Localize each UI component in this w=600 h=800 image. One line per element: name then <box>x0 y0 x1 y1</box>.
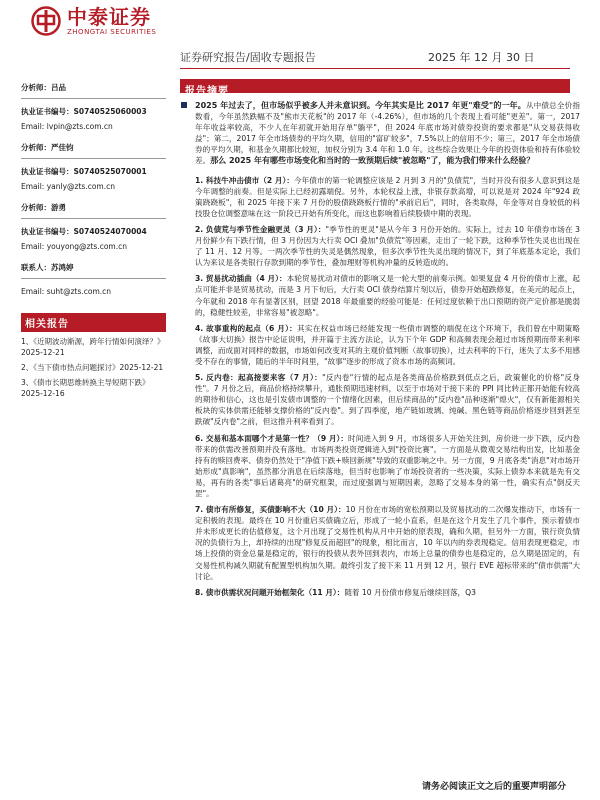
analyst-email[interactable]: youyong@zts.com.cn <box>46 242 128 251</box>
section-header <box>180 79 570 97</box>
item-heading: 4. 故事重构的起点（6 月）： <box>195 323 298 333</box>
header-divider <box>180 68 570 69</box>
related-report-link[interactable]: 1、《近期波动渐源，跨年行情如何演绎？》2025-12-21 <box>21 337 165 357</box>
section-title: 报告摘要 <box>185 86 229 97</box>
disclaimer-footer: 请务必阅读正文之后的重要声明部分 <box>421 782 566 792</box>
contact-label: 联系人： <box>21 263 51 272</box>
cert-label: 执业证书编号： <box>21 107 74 116</box>
divider <box>21 98 166 99</box>
item-heading: 2. 负债荒与季节性金融更灵（3 月）： <box>195 224 326 234</box>
divider <box>21 158 166 159</box>
analyst-label: 分析师： <box>21 143 51 152</box>
cert-label: 执业证书编号： <box>21 167 74 176</box>
analyst-name: 严佳钧 <box>51 143 74 152</box>
lead-question: 那么 2025 年有哪些市场变化和当时的一致预期后续"被忽略"了，能为我们带来什么经验？ <box>210 156 535 166</box>
related-report-link[interactable]: 2、《当下债市热点问题探讨》2025-12-21 <box>21 363 164 372</box>
report-type: 证券研究报告/固收专题报告 <box>180 51 316 64</box>
list-item <box>180 224 580 268</box>
item-text: 其实在权益市场已经能发现一些债市调整的端倪在这个环境下，我们曾在中期策略《故事大切换》报告中论证说明，并开篇于主流方法论，认为下个年 GDP 和高频表现会超过市场预期而带来利率调整，而成面对同样的数据，市场如何改变对其的主观价值判断（故事切换），过去利率的下行，迷失了太多不用感受不存在的事情，随后的半年时间里，"故事"逐步的形成了资本市场的高频词。 <box>195 323 580 366</box>
divider <box>21 278 166 279</box>
report-header <box>180 49 535 65</box>
brand-name-cn: 中泰证券 <box>67 5 151 29</box>
list-item <box>180 273 580 317</box>
analyst-name: 吕品 <box>51 83 66 92</box>
item-text: 随着 10 月份债市修复后继续回落，Q3 <box>344 587 476 597</box>
analyst-name: 游勇 <box>51 203 66 212</box>
cert-number: S0740524070004 <box>73 227 147 236</box>
item-text: 时间进入到 9 月，市场很多人开始关注到，房价进一步下跌，反内卷带来的供需改善预期并没有落地。市场两类投资逻辑进入到"投资比赛"。一方面是从微观交易结构出发，比如基金持有的赎回费率、债券仍然处于"净值下跌+赎回新规"导致的双重影响之中。另一方面，9 月底各类"消息"对市场开始形成"真影响"，虽然都分消息在后续落地，但当时也影响了市场投资者的一些决策，实际上债券本来就是先有交易，再有的各类"事后诸葛亮"的研究框架，而过度强调与短期因素，忽略了交易本身的第一性，确实有点"倒反天罡"。 <box>195 433 581 498</box>
related-reports-title: 相关报告 <box>21 313 166 332</box>
sidebar <box>21 80 166 399</box>
analyst-block <box>21 80 166 299</box>
item-heading: 1. 科技牛冲击债市（2 月）： <box>195 175 294 185</box>
cert-number: S0740525070001 <box>73 167 147 176</box>
analyst-label: 分析师： <box>21 83 51 92</box>
lead-bold: 2025 年过去了，但市场似乎被多人并未意识到。今年其实是比 2017 年更"难受"的一年。 <box>195 101 526 110</box>
brand-logo <box>31 6 156 36</box>
zhongtai-logo-icon <box>31 6 61 36</box>
item-text: 本轮贸易扰动对债市的影响又是一轮大型的前奏示例。如果复盘 4 月份的债市上涨，起点可能并非是贸易扰动，而是 3 月下旬后，大行卖 OCI 债券结算片刻以后，债券开始超跌修复，在美元的起点上，今年就和 2018 年有显著区别，回望 2018 年最重要的经验可能是：任何过度依赖于出口预期的资产定价都是脆弱的，稳健性较差，非常容易"被忽略"。 <box>195 274 580 317</box>
list-item <box>180 175 580 219</box>
list-item <box>180 504 580 582</box>
list-item <box>180 433 580 500</box>
item-heading: 5. 反内卷：起高接要来客（7 月）： <box>195 373 323 383</box>
lead-paragraph <box>180 100 580 167</box>
email-label: Email: <box>21 287 45 296</box>
item-text: 今年债市的第一轮调整应该是 2 月到 3 月的"负债荒"，当时开没有很多人意识到这是今年调整的前奏。但是实际上已经初露端倪。另外，本轮权益上涨，非银存款高增，可以说是对 2024 年"924 政策跷跷板"，和 2025 年接下来 7 月份的股债跷跷板行情的"承前启后"，同时，各类取得，年金等对自身较低的科技股仓位调整意味在这一阶段已开始有所变化，而这也影响着后续股债中期的表现。 <box>195 175 580 218</box>
cert-number: S0740525060003 <box>73 107 147 116</box>
email-label: Email: <box>21 122 45 131</box>
divider <box>21 218 166 219</box>
item-heading: 8. 债市供需状况问题开始框架化（11 月）： <box>195 587 345 597</box>
email-label: Email: <box>21 182 45 191</box>
item-heading: 3. 贸易扰动插曲（4 月）： <box>195 274 287 284</box>
item-text: 10 月份在市场的宽松预期以及贸易扰动的二次爆发推动下，市场有一定积极的表现。最终在 10 月份重启买债确立后，形成了一轮小直系，但是在这个月发生了几个事件，预示着债市并未形成更长的估值修复，这个月出现了交易性机构从月中开始的原表现，确和久期，但另外一方面，银行资负情况的负债行为上，却持续的出现"修复反而超回"的现象，相比而言，10 年以内的券表现稳定。信用表现更稳定，市场上投债的资金总量是稳定的，银行的投债从表外回到表内，市场上总量的债券也是稳定的，总久期是固定的，有交易性机构减久期就有配置型机构加久期。最终引发了接下来 11 月到 12 月，银行 EVE 超标带来的"债市供需"大讨论。 <box>195 505 580 581</box>
item-text: "反内卷"行情的起点是各类商品价格跌到低点之后，政策催化的价格"反身性"。7 月份之后，商品价格持续攀升，通胀预期迅速材料，以至于市场对于接下来的 PPI 同比转正都开始能有较高的期待和信心，这也是引发债市调整的一个情绪化因素，但后续商品的"反内卷"品种逐渐"熄火"，仅有新能源相关板块的实体供需还能够支撑价格的"反内卷"。到了四季度，地产链如玻璃、纯碱、黑色链等商品价格逐步回到甚至跌破"反内卷"之前，但这推升利率看到了。 <box>195 373 580 427</box>
list-item <box>180 372 580 427</box>
contact-email[interactable]: suht@zts.com.cn <box>46 287 112 296</box>
item-text: "季节性的更灵"是从今年 3 月份开始的。实际上，过去 10 年债券市场在 3 月份鲜少有下跌行情，但 3 月份因为大行卖 OCI 叠加"负债荒"等因素，走出了一轮下跌，这种季节性失灵也出现在了 11 月、12 月等。一两次季节性的失灵是偶然现象，但多次季节性失灵出现的情况下，到了年底基本定论，我们认为来议是各类银行存款到期的季节性，叠加理财等机构冲量的反转造成的。 <box>195 224 580 268</box>
cert-label: 执业证书编号： <box>21 227 74 236</box>
item-heading: 6. 交易和基本面哪个才是第一性？（9 月）： <box>195 433 349 443</box>
contact-name: 苏鸿婷 <box>51 263 74 272</box>
lead-text: 从中债总全价指数看，今年虽然跌幅不及"熊市天花板"的 2017 年（-4.26%），但市场的几个表现上看可能"更差"。第一，2017 年年收益率较高，不少人在年初就开始用存单"躺平"，但 2024 年底市场对债券投资的要求都是"从交易获得收益"；第二，2017 年全市场债券的平均久期，信用的"富矿较多"，7.5%以上的信用不少；第三，2017 年全市场债券的平均久期，和基金久期都比较短，加权分别为 3.4 年和 1.0 年。这些综合效果让今年的投资体验和持有体验较差。 <box>195 101 580 166</box>
list-item <box>180 587 580 598</box>
report-date: 2025 年 12 月 30 日 <box>428 51 535 64</box>
bullet-icon <box>181 102 187 108</box>
brand-name-en: ZHONGTAI SECURITIES <box>67 28 157 36</box>
summary-body <box>180 100 580 603</box>
related-report-link[interactable]: 3、《债市长期思维转换主导短期下跌》2025-12-16 <box>21 378 150 398</box>
email-label: Email: <box>21 242 45 251</box>
analyst-email[interactable]: yanly@zts.com.cn <box>46 182 115 191</box>
analyst-label: 分析师： <box>21 203 51 212</box>
list-item <box>180 323 580 367</box>
item-heading: 7. 债市有所修复，买债影响不大（10 月）： <box>195 505 346 515</box>
analyst-email[interactable]: lvpin@zts.com.cn <box>46 122 113 131</box>
